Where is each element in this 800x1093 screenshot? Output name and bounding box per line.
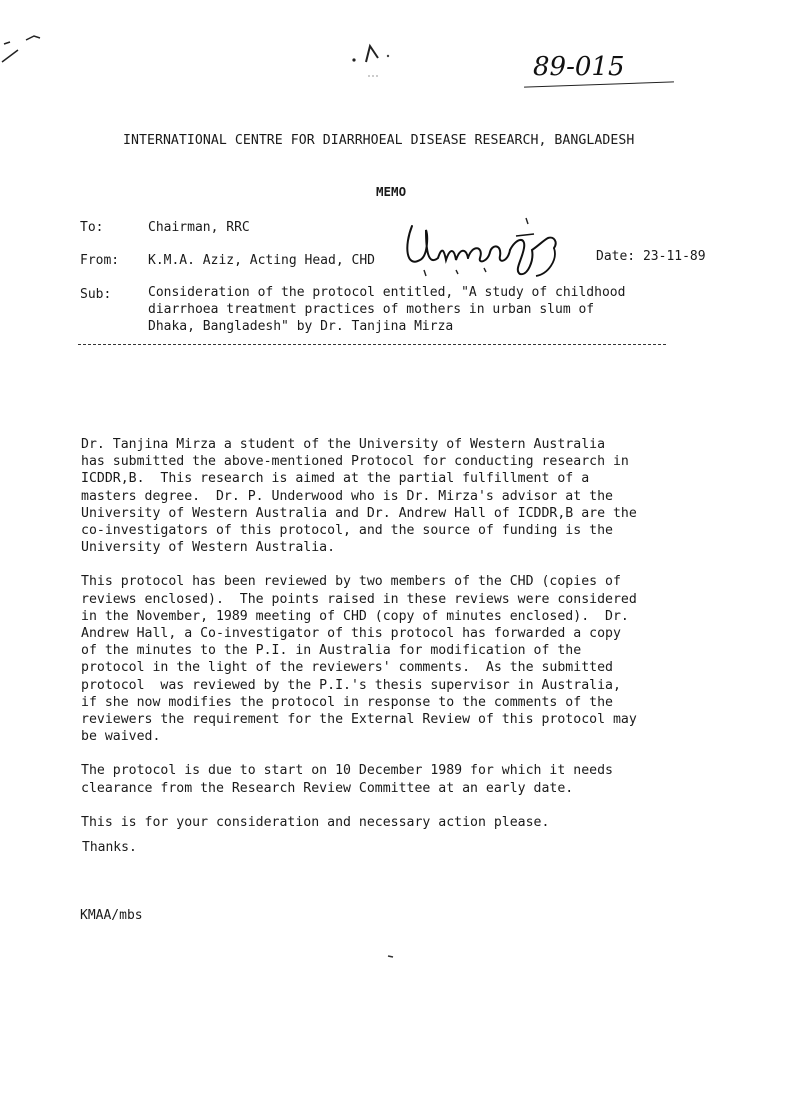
pen-stroke-mark <box>0 28 60 68</box>
body-paragraph: The protocol is due to start on 10 December 1989 for which it needs clearance from the Research Review Committee at an early date. <box>81 763 613 796</box>
memo-title: MEMO <box>376 184 407 199</box>
subject-line: Dhaka, Bangladesh" by Dr. Tanjina Mirza <box>148 319 454 334</box>
body-paragraph: This protocol has been reviewed by two members of the CHD (copies of reviews enclosed). The points raised in these reviews were considered in the November, 1989 meeting of CHD (copy of minutes enclosed). Dr. Andrew Hall, a Co-investigator of this protocol has forwarded a copy of the minutes to the P.I. in Australia for modification of the protocol in the light of the reviewers' comments. As the submitted protocol was reviewed by the P.I.'s thesis supervisor in Australia, if she now modifies the protocol in response to the comments of the reviewers the requirement for the External Review of this protocol may be waived. <box>81 574 637 745</box>
from-label: From: <box>80 253 120 268</box>
pen-stroke-mark <box>348 40 408 80</box>
subject-line: Consideration of the protocol entitled, "A study of childhood <box>148 285 626 300</box>
reference-initials: KMAA/mbs <box>80 908 143 923</box>
institution-header: INTERNATIONAL CENTRE FOR DIARRHOEAL DISEASE RESEARCH, BANGLADESH <box>123 133 635 148</box>
date-text: Date: 23-11-89 <box>596 249 706 264</box>
to-value: Chairman, RRC <box>148 220 250 235</box>
body-paragraph: This is for your consideration and necessary action please. <box>81 814 550 830</box>
from-value: K.M.A. Aziz, Acting Head, CHD <box>148 253 375 268</box>
body-paragraph: Dr. Tanjina Mirza a student of the University of Western Australia has submitted the above-mentioned Protocol for conducting research in ICDDR,B. This research is aimed at the partial fulfillment of a masters degree. Dr. P. Underwood who is Dr. Mirza's advisor at the University of Western Australia and Dr. Andrew Hall of ICDDR,B are the co-investigators of this protocol, and the source of funding is the University of Western Australia. <box>81 437 637 556</box>
header-divider <box>78 344 666 345</box>
closing-text: Thanks. <box>82 840 137 855</box>
memo-body <box>81 436 711 848</box>
handwritten-signature <box>398 216 588 282</box>
handwritten-file-number: 89-015 <box>533 52 625 82</box>
to-label: To: <box>80 220 104 235</box>
subject-line: diarrhoea treatment practices of mothers in urban slum of <box>148 302 595 317</box>
file-number-underline <box>524 81 674 87</box>
subject-label: Sub: <box>80 287 112 302</box>
stray-dot-mark <box>386 952 396 960</box>
